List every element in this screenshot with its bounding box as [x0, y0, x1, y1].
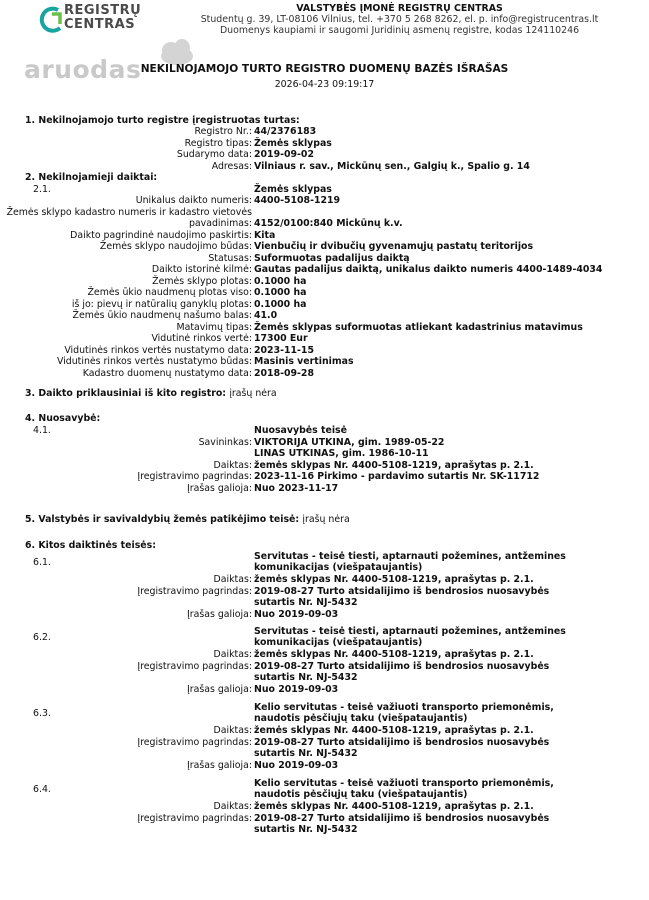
document-datetime: 2026-04-23 09:19:17 — [274, 79, 375, 90]
s6-object-label: Daiktas: — [213, 574, 252, 585]
s2-value: Suformuotas padalijus daiktą — [254, 252, 410, 264]
s6-valid: Nuo 2019-09-03 — [254, 608, 339, 620]
s4-owner1: VIKTORIJA UTKINA, gim. 1989-05-22 — [254, 436, 445, 448]
s4-owner-label: Savininkas: — [198, 436, 252, 448]
s4-object-label: Daiktas: — [213, 459, 252, 471]
s6-basis: 2019-08-27 Turto atsidalijimo iš bendrosios nuosavybės sutartis Nr. NJ-5432 — [254, 736, 550, 759]
s1-value: 44/2376183 — [254, 126, 317, 137]
s4-basis: 2023-11-16 Pirkimo - pardavimo sutartis Nr. SK-11712 — [254, 471, 540, 482]
s2-value: Gautas padalijus daiktą, unikalus daikto numeris 4400-1489-4034 — [254, 264, 603, 275]
s6-valid: Nuo 2019-09-03 — [254, 759, 339, 771]
s4-item-title: Nuosavybės teisė — [254, 425, 347, 436]
s2-label: Daikto pagrindinė naudojimo paskirtis: — [70, 229, 252, 241]
s2-label: Unikalus daikto numeris: — [135, 195, 252, 206]
section5-heading-text: 5. Valstybės ir savivaldybių žemės patikėjimo teisė: — [25, 514, 300, 525]
s2-label: iš jo: pievų ir natūralių ganyklų plotas: — [71, 298, 252, 310]
s6-item-title: Kelio servitutas - teisė važiuoti transporto priemonėmis, naudotis pėsčiųjų taku (viešpataujantis) — [254, 778, 554, 801]
org-name: VALSTYBĖS ĮMONĖ REGISTRŲ CENTRAS — [296, 3, 503, 14]
s2-value: Žemės sklypas suformuotas atliekant kadastrinius matavimus — [254, 321, 583, 333]
s2-value: Vienbučių ir dvibučių gyvenamųjų pastatų teritorijos — [254, 241, 534, 252]
s6-valid-label: Įrašas galioja: — [186, 608, 252, 620]
s2-label: Žemės sklypo naudojimo būdas: — [99, 241, 252, 252]
s6-item-title: Kelio servitutas - teisė važiuoti transporto priemonėmis, naudotis pėsčiųjų taku (viešpataujantis) — [254, 702, 554, 725]
s4-valid: Nuo 2023-11-17 — [254, 482, 339, 494]
logo-line2: CENTRAS — [64, 17, 136, 32]
section5-value: įrašų nėra — [302, 514, 350, 525]
s2-label: Vidutinė rinkos vertė: — [151, 333, 252, 344]
s6-valid-label: Įrašas galioja: — [186, 683, 252, 695]
s2-value: Masinis vertinimas — [254, 356, 354, 367]
s6-item-num: 6.2. — [33, 632, 51, 643]
s2-label: Matavimų tipas: — [176, 321, 252, 333]
org-note: Duomenys kaupiami ir saugomi Juridinių asmenų registre, kodas 124110246 — [219, 25, 580, 36]
s6-object-label: Daiktas: — [213, 801, 252, 812]
s1-label: Adresas: — [211, 160, 252, 172]
document-title: NEKILNOJAMOJO TURTO REGISTRO DUOMENŲ BAZĖS IŠRAŠAS — [140, 63, 509, 75]
s6-basis-label: Įregistravimo pagrindas: — [137, 660, 252, 672]
s6-object: žemės sklypas Nr. 4400-5108-1219, aprašytas p. 2.1. — [254, 649, 534, 660]
s2-value: 2023-11-15 — [254, 344, 314, 356]
s2-label: Vidutinės rinkos vertės nustatymo data: — [64, 344, 252, 356]
s2-value: 4152/0100:840 Mickūnų k.v. — [254, 218, 403, 229]
logo-line1: REGISTRŲ — [64, 3, 142, 18]
s2-value: 4400-5108-1219 — [254, 195, 341, 206]
s6-basis-label: Įregistravimo pagrindas: — [137, 812, 252, 824]
s6-valid: Nuo 2019-09-03 — [254, 683, 339, 695]
watermark-text: aruodas — [24, 55, 142, 84]
s6-basis: 2019-08-27 Turto atsidalijimo iš bendrosios nuosavybės sutartis Nr. NJ-5432 — [254, 660, 550, 683]
s2-value: 0.1000 ha — [254, 275, 307, 287]
s6-object: žemės sklypas Nr. 4400-5108-1219, aprašytas p. 2.1. — [254, 801, 534, 812]
s4-basis-label: Įregistravimo pagrindas: — [137, 471, 252, 482]
section4-heading: 4. Nuosavybė: — [25, 413, 101, 424]
s2-value: 2018-09-28 — [254, 367, 314, 379]
s2-item-num: 2.1. — [33, 183, 51, 195]
s2-value: 0.1000 ha — [254, 298, 307, 310]
s2-label: Žemės sklypo kadastro numeris ir kadastro vietovės — [6, 206, 252, 218]
s4-item-num: 4.1. — [33, 425, 51, 436]
section5-heading — [25, 514, 350, 525]
s6-item-num: 6.3. — [33, 708, 51, 719]
s6-object-label: Daiktas: — [213, 649, 252, 660]
s4-valid-label: Įrašas galioja: — [186, 482, 252, 494]
s2-value: Kita — [254, 229, 276, 241]
org-address: Studentų g. 39, LT-08106 Vilnius, tel. +370 5 268 8262, el. p. info@registrucentras.lt — [200, 14, 599, 25]
s4-object: žemės sklypas Nr. 4400-5108-1219, aprašytas p. 2.1. — [254, 459, 534, 471]
s1-label: Registro tipas: — [184, 137, 252, 149]
s6-basis: 2019-08-27 Turto atsidalijimo iš bendrosios nuosavybės sutartis Nr. NJ-5432 — [254, 585, 550, 608]
s1-label: Sudarymo data: — [176, 149, 252, 160]
s2-label: Žemės ūkio naudmenų plotas viso: — [87, 287, 252, 298]
s6-object: žemės sklypas Nr. 4400-5108-1219, aprašytas p. 2.1. — [254, 574, 534, 585]
s6-item-title: Servitutas - teisė tiesti, aptarnauti požemines, antžemines komunikacijas (viešpataujantis) — [254, 626, 566, 649]
section6-heading: 6. Kitos daiktinės teisės: — [25, 540, 156, 551]
s2-label: Žemės sklypo plotas: — [152, 275, 252, 287]
s2-label: pavadinimas: — [188, 218, 252, 229]
s2-item-title: Žemės sklypas — [254, 183, 332, 195]
s6-object-label: Daiktas: — [213, 725, 252, 736]
s6-basis: 2019-08-27 Turto atsidalijimo iš bendrosios nuosavybės sutartis Nr. NJ-5432 — [254, 812, 550, 835]
section3-heading — [25, 388, 277, 399]
s2-value: 0.1000 ha — [254, 287, 307, 298]
section3-heading-text: 3. Daikto priklausiniai iš kito registro: — [25, 388, 227, 399]
s2-value: 41.0 — [254, 310, 278, 321]
s1-label: Registro Nr.: — [194, 126, 252, 137]
s6-basis-label: Įregistravimo pagrindas: — [137, 585, 252, 597]
s4-owner2: LINAS UTKINAS, gim. 1986-10-11 — [254, 448, 429, 459]
section1-heading: 1. Nekilnojamojo turto registre įregistruotas turtas: — [25, 115, 300, 126]
section2-heading: 2. Nekilnojamieji daiktai: — [25, 172, 158, 183]
s6-item-num: 6.4. — [33, 784, 51, 795]
section3-value: įrašų nėra — [229, 388, 277, 399]
s2-label: Vidutinės rinkos vertės nustatymo būdas: — [56, 356, 252, 367]
s6-object: žemės sklypas Nr. 4400-5108-1219, aprašytas p. 2.1. — [254, 725, 534, 736]
s1-value: Vilniaus r. sav., Mickūnų sen., Galgių k., Spalio g. 14 — [254, 160, 530, 172]
s6-valid-label: Įrašas galioja: — [186, 759, 252, 771]
s2-label: Kadastro duomenų nustatymo data: — [82, 367, 252, 379]
s2-label: Žemės ūkio naudmenų našumo balas: — [72, 310, 252, 321]
s1-value: 2019-09-02 — [254, 149, 314, 160]
s6-basis-label: Įregistravimo pagrindas: — [137, 736, 252, 748]
s6-item-num: 6.1. — [33, 557, 51, 568]
s6-item-title: Servitutas - teisė tiesti, aptarnauti požemines, antžemines komunikacijas (viešpataujantis) — [254, 551, 566, 574]
s2-label: Statusas: — [208, 252, 252, 264]
s2-label: Daikto istorinė kilmė: — [151, 264, 252, 275]
s1-value: Žemės sklypas — [254, 137, 332, 149]
s2-value: 17300 Eur — [254, 333, 308, 344]
